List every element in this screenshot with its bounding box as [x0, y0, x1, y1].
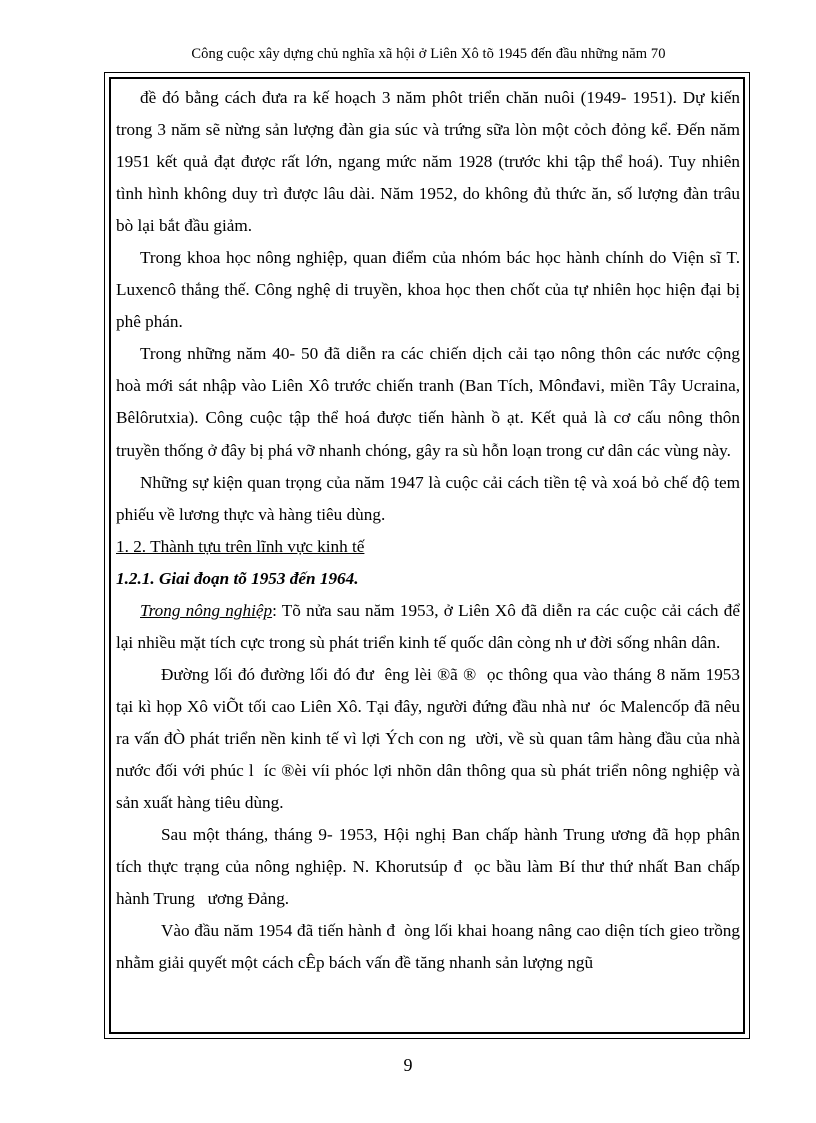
section-heading [116, 531, 740, 563]
paragraph-livestock-plan: đề đó bằng cách đưa ra kế hoạch 3 năm phôt triển chăn nuôi (1949- 1951). Dự kiến trong 3 năm sẽ nừng sản lượng đàn gia súc và trứng sữa lòn một cỏch đỏng kể. Đến năm 1951 kết quả đạt được rất lớn, ngang mức năm 1928 (trước khi tập thể hoá). Tuy nhiên tình hình không duy trì được lâu dài. Năm 1952, do không đủ thức ăn, số lượng đàn trâu bò lại bắt đầu giảm. [116, 88, 740, 236]
paragraph-policy-line: Đường lối đó đường lối đó đư êng lèi ®ã ® ọc thông qua vào tháng 8 năm 1953 tại kì họp Xô viÕt tối cao Liên Xô. Tại đây, người đứng đầu nhà nư óc Malencốp đã nêu ra vấn đÒ phát triển nền kinh tế vì lợi Ých con ng ười, về sù quan tâm hàng đầu của nhà nước đối với phúc l íc ®èi víi phóc lợi nhõn dân thông qua sù phát triển nông nghiệp và sản xuất hàng tiêu dùng. [116, 664, 740, 813]
running-header: Công cuộc xây dựng chủ nghĩa xã hội ở Liên Xô tõ 1945 đến đầu những năm 70 [191, 46, 666, 62]
section-heading-text: 1. 2. Thành tựu trên lĩnh vực kinh tế [116, 536, 365, 556]
subsection-heading: 1.2.1. Giai đoạn tõ 1953 đến 1964. [116, 568, 359, 588]
body-text [116, 82, 740, 979]
agriculture-lead: Trong nông nghiệp [140, 600, 273, 620]
paragraph-agriculture-intro [116, 595, 740, 659]
paragraph-currency-reform: Những sự kiện quan trọng của năm 1947 là cuộc cải cách tiền tệ và xoá bỏ chế độ tem phiếu về lương thực và hàng tiêu dùng. [116, 472, 740, 524]
page-number: 9 [403, 1055, 413, 1075]
paragraph-land-reclamation: Vào đầu năm 1954 đã tiến hành đ òng lối khai hoang nâng cao diện tích gieo trồng nhằm giải quyết một cách cÊp bách vấn đề tăng nhanh sản lượng ngũ [116, 921, 740, 973]
paragraph-agricultural-science: Trong khoa học nông nghiệp, quan điểm của nhóm bác học hành chính do Viện sĩ T. Luxencô thắng thế. Công nghệ di truyền, khoa học then chốt của tự nhiên học hiện đại bị phê phán. [116, 248, 740, 332]
paragraph-central-committee: Sau một tháng, tháng 9- 1953, Hội nghị Ban chấp hành Trung ương đã họp phân tích thực trạng của nông nghiệp. N. Khorutsúp đ ọc bầu làm Bí thư thứ nhất Ban chấp hành Trung ương Đảng. [116, 825, 740, 909]
paragraph-rural-reform: Trong những năm 40- 50 đã diễn ra các chiến dịch cải tạo nông thôn các nước cộng hoà mới sát nhập vào Liên Xô trước chiến tranh (Ban Tích, Mônđavi, miền Tây Ucraina, Bêlôrutxia). Công cuộc tập thể hoá được tiến hành ồ ạt. Kết quả là cơ cấu nông thôn truyền thống ở đây bị phá vỡ nhanh chóng, gây ra sù hỗn loạn trong cư dân các vùng này. [116, 344, 740, 460]
agriculture-rest: : Tõ nửa sau năm 1953, ở Liên Xô đã diễn ra các cuộc cải cách để lại nhiều mặt tích cực trong sù phát triển kinh tế quốc dân còng nh ư đời sống nhân dân. [116, 600, 740, 652]
